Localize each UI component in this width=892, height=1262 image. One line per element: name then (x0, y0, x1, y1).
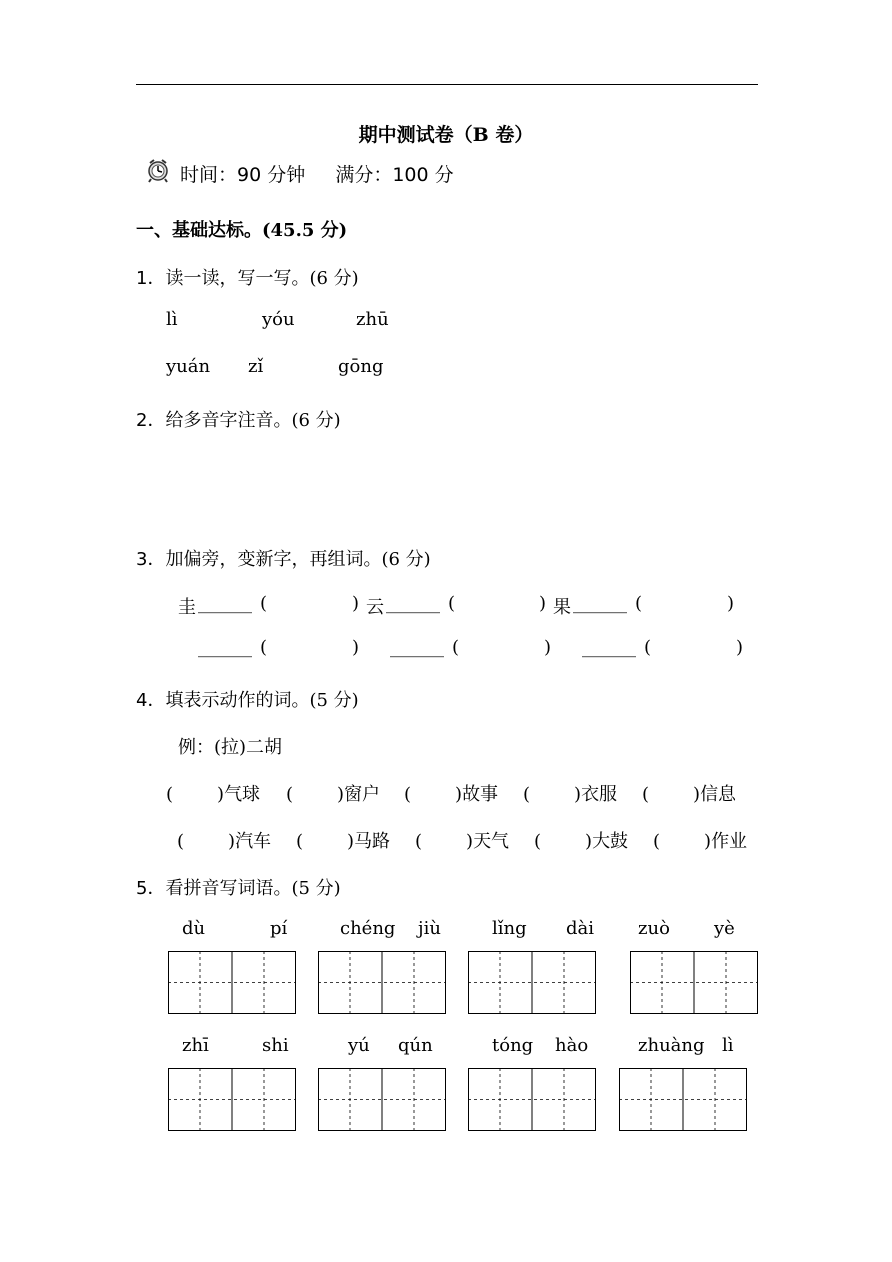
fill-item[interactable]: ( )马路 (296, 831, 391, 852)
fill-item[interactable]: ( )作业 (653, 831, 748, 852)
radical-char: 云 (366, 597, 384, 618)
question-text: 看拼音写词语。(5 分) (165, 878, 341, 899)
pinyin: lǐng (492, 918, 527, 939)
fill-item[interactable]: ( )故事 (404, 784, 499, 805)
pinyin: qún (398, 1035, 433, 1056)
paren-close: ) (544, 637, 552, 658)
question-text: 加偏旁，变新字，再组词。(6 分) (165, 549, 431, 570)
writing-grid[interactable] (468, 951, 596, 1013)
pinyin: yóu (262, 309, 295, 330)
pinyin: tóng (492, 1035, 534, 1056)
question-text: 给多音字注音。(6 分) (165, 410, 341, 431)
example-line: 例：(拉)二胡 (178, 737, 283, 758)
question-3 (136, 545, 431, 571)
time-label: 时间：90 分钟 (180, 164, 306, 186)
writing-grid[interactable] (318, 1068, 446, 1130)
writing-grid[interactable] (468, 1068, 596, 1130)
writing-grid[interactable] (619, 1068, 747, 1130)
exam-meta (180, 160, 454, 187)
paren-open: ( (260, 593, 268, 614)
pinyin: shi (262, 1035, 289, 1056)
question-number: 4． (136, 690, 166, 711)
paren-close: ) (736, 637, 744, 658)
question-2 (136, 406, 341, 432)
question-text: 填表示动作的词。(5 分) (165, 690, 359, 711)
writing-grid[interactable] (168, 1068, 296, 1130)
page-title: 期中测试卷（B 卷） (358, 124, 534, 146)
pinyin: pí (270, 918, 288, 939)
fill-item[interactable]: ( )天气 (415, 831, 510, 852)
writing-grid[interactable] (168, 951, 296, 1013)
paren-open: ( (635, 593, 643, 614)
question-text: 读一读，写一写。(6 分) (165, 268, 359, 289)
section-heading: 一、基础达标。(45.5 分) (136, 220, 348, 241)
paren-open: ( (448, 593, 456, 614)
pinyin: yú (348, 1035, 370, 1056)
question-1 (136, 264, 359, 290)
fill-item[interactable]: ( )窗户 (286, 784, 381, 805)
pinyin: yè (714, 918, 735, 939)
pinyin: chéng (340, 918, 396, 939)
pinyin: lì (722, 1035, 734, 1056)
question-5 (136, 874, 341, 900)
paren-open: ( (452, 637, 460, 658)
answer-blank[interactable]: ______ (198, 593, 252, 614)
score-label: 满分：100 分 (335, 164, 454, 186)
pinyin: gōng (338, 356, 384, 377)
header-rule (136, 84, 758, 85)
paren-close: ) (727, 593, 735, 614)
clock-icon (146, 157, 172, 183)
pinyin: zuò (638, 918, 670, 939)
fill-item[interactable]: ( )气球 (166, 784, 261, 805)
writing-grid[interactable] (318, 951, 446, 1013)
answer-blank[interactable]: ______ (390, 637, 444, 658)
question-number: 2． (136, 410, 166, 431)
pinyin: dài (566, 918, 595, 939)
pinyin: zhū (356, 309, 389, 330)
pinyin: hào (555, 1035, 589, 1056)
paren-close: ) (352, 593, 360, 614)
pinyin: dù (182, 918, 206, 939)
fill-item[interactable]: ( )信息 (642, 784, 737, 805)
pinyin: jiù (418, 918, 441, 939)
answer-blank[interactable]: ______ (386, 593, 440, 614)
answer-blank[interactable]: ______ (573, 593, 627, 614)
paren-close: ) (539, 593, 547, 614)
radical-char: 圭 (178, 597, 196, 618)
pinyin: zhī (182, 1035, 209, 1056)
fill-item[interactable]: ( )大鼓 (534, 831, 629, 852)
pinyin: zǐ (248, 356, 264, 377)
radical-char: 果 (553, 597, 571, 618)
paren-open: ( (260, 637, 268, 658)
fill-item[interactable]: ( )衣服 (523, 784, 618, 805)
answer-blank[interactable]: ______ (582, 637, 636, 658)
fill-item[interactable]: ( )汽车 (177, 831, 272, 852)
question-number: 3． (136, 549, 166, 570)
answer-blank[interactable]: ______ (198, 637, 252, 658)
pinyin: yuán (166, 356, 211, 377)
pinyin: lì (166, 309, 178, 330)
paren-close: ) (352, 637, 360, 658)
paren-open: ( (644, 637, 652, 658)
question-number: 1． (136, 268, 166, 289)
question-4 (136, 686, 359, 712)
writing-grid[interactable] (630, 951, 758, 1013)
question-number: 5． (136, 878, 166, 899)
pinyin: zhuàng (638, 1035, 705, 1056)
